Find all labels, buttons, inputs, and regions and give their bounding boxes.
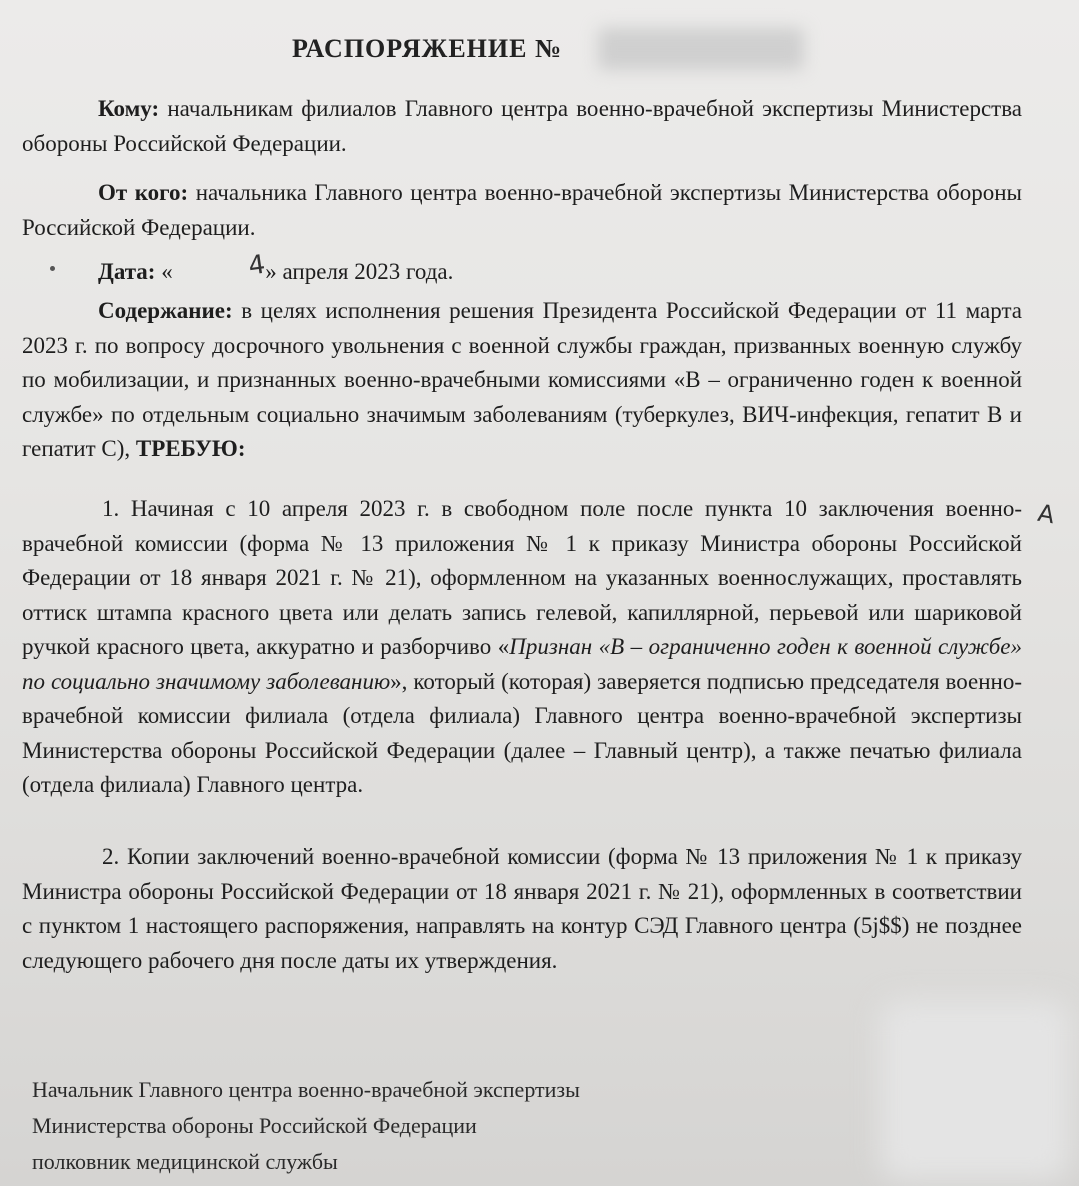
signature-line-1: Начальник Главного центра военно-врачебной экспертизы [32, 1077, 580, 1102]
item-2-text: 2. Копии заключений военно-врачебной комиссии (форма № 13 приложения № 1 к приказу Министра обороны Российской Федерации от 18 января 2021 г. № 21), оформленных в соответствии с пунктом 1 настоящего распоряжения, направлять на контур СЭД Главного центра (5j$$) не позднее следующего рабочего дня после даты их утверждения. [22, 844, 1022, 973]
item-2 [22, 840, 1022, 978]
date-label: Дата: [98, 259, 156, 284]
item-1-italic: Признан «В – ограниченно годен к военной службе» по социально значимому заболеванию [22, 634, 1022, 694]
content-block [22, 294, 1022, 467]
item-1-text-b: », который (которая) заверяется подписью председателя военно-врачебной комиссии филиала (отдела филиала) Главного центра военно-врачебной экспертизы Министерства обороны Российской Федерации (далее – Главный центр), а также печатью филиала (отдела филиала) Главного центра. [22, 668, 1022, 797]
recipient-label: Кому: [98, 96, 160, 121]
redacted-signature [880, 1000, 1070, 1180]
margin-note: А [1035, 498, 1057, 530]
document-title: РАСПОРЯЖЕНИЕ № [292, 34, 563, 63]
signature-line-2: Министерства обороны Российской Федерации [32, 1113, 477, 1138]
sender-text: начальника Главного центра военно-врачебной экспертизы Министерства обороны Российской Федерации. [22, 180, 1022, 240]
redacted-number [598, 28, 804, 70]
recipient-block [22, 92, 1022, 161]
sender-block [22, 176, 1022, 245]
recipient-text: начальникам филиалов Главного центра военно-врачебной экспертизы Министерства обороны Российской Федерации. [22, 96, 1022, 156]
date-open-quote: « [155, 259, 173, 284]
date-block [22, 249, 1022, 290]
content-label: Содержание: [98, 298, 233, 323]
item-1 [22, 492, 1022, 803]
sender-label: От кого: [98, 180, 189, 205]
date-rest: » апреля 2023 года. [265, 259, 454, 284]
content-demand: ТРЕБУЮ: [135, 436, 246, 461]
item-1-text-a: 1. Начиная с 10 апреля 2023 г. в свободном поле после пункта 10 заключения военно-врачебной комиссии (форма № 13 приложения № 1 к приказу Министра обороны Российской Федерации от 18 января 2021 г. № 21), оформленном на указанных военнослужащих, проставлять оттиск штампа красного цвета или делать запись гелевой, капиллярной, перьевой или шариковой ручкой красного цвета, аккуратно и разборчиво « [22, 496, 1022, 659]
content-text: в целях исполнения решения Президента Российской Федерации от 11 марта 2023 г. по вопросу досрочного увольнения с военной службы граждан, призванных военную службу по мобилизации, и признанных военно-врачебными комиссиями «В – ограниченно годен к военной службе» по отдельным социально значимым заболеваниям (туберкулез, ВИЧ-инфекция, гепатит В и гепатит С), [22, 298, 1022, 461]
date-day-handwritten: 4 [246, 249, 267, 282]
signature-line-3: полковник медицинской службы [32, 1149, 338, 1174]
